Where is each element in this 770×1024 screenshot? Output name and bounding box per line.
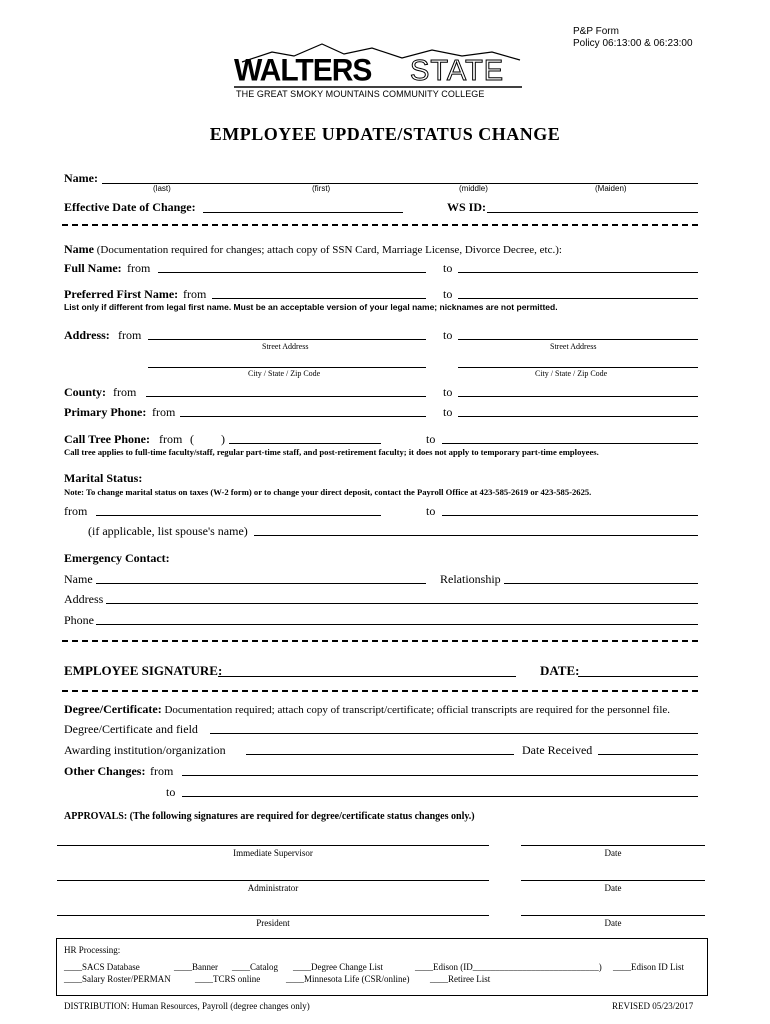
address-to-city-field[interactable]	[458, 354, 698, 368]
marital-status-label: Marital Status:	[64, 471, 143, 485]
county-from-field[interactable]	[146, 383, 426, 397]
address-from-city-field[interactable]	[148, 354, 426, 368]
hr-processing-heading: HR Processing:	[64, 945, 121, 955]
name-label: Name:	[64, 171, 98, 185]
full-name-label: Full Name:	[64, 261, 122, 275]
city-caption-to: City / State / Zip Code	[535, 369, 608, 378]
revised-date: REVISED 05/23/2017	[612, 1001, 694, 1011]
primary-phone-from: from	[152, 405, 176, 419]
wsid-field[interactable]	[487, 199, 698, 213]
full-name-to-field[interactable]	[458, 259, 698, 273]
form-code: P&P Form	[573, 26, 619, 37]
emergency-name-label: Name	[64, 572, 93, 586]
supervisor-date-caption: Date	[604, 848, 622, 858]
degree-heading	[64, 702, 670, 717]
address-to-street-field[interactable]	[458, 326, 698, 340]
address-to: to	[443, 328, 453, 342]
call-tree-label: Call Tree Phone:	[64, 432, 150, 446]
county-to: to	[443, 385, 453, 399]
relationship-label: Relationship	[440, 572, 501, 586]
preferred-name-note: List only if different from legal first name. Must be an acceptable version of your legal name; nicknames are not permitted.	[64, 302, 558, 312]
distribution-note: DISTRIBUTION: Human Resources, Payroll (degree changes only)	[64, 1001, 310, 1011]
call-tree-from-field[interactable]	[229, 430, 381, 444]
president-caption: President	[256, 918, 290, 928]
supervisor-signature-line[interactable]	[57, 845, 489, 846]
other-changes-from: from	[150, 764, 174, 778]
hr-processing-box	[56, 938, 708, 996]
marital-to: to	[426, 504, 436, 518]
emergency-name-field[interactable]	[96, 570, 426, 584]
street-caption-from: Street Address	[262, 342, 309, 351]
hr-item-retiree-list[interactable]: ____Retiree List	[430, 974, 491, 984]
preferred-name-label: Preferred First Name:	[64, 287, 179, 301]
degree-note: Documentation required; attach copy of transcript/certificate; official transcripts are required for the personnel file.	[164, 704, 671, 716]
employee-signature-field[interactable]	[218, 663, 516, 677]
president-date-line[interactable]	[521, 915, 705, 916]
county-from: from	[113, 385, 137, 399]
effective-date-field[interactable]	[203, 199, 403, 213]
approvals-heading: APPROVALS: (The following signatures are required for degree/certificate status changes only.)	[64, 811, 475, 822]
full-name-from-field[interactable]	[158, 259, 426, 273]
section-divider	[62, 640, 698, 642]
logo-tagline: THE GREAT SMOKY MOUNTAINS COMMUNITY COLLEGE	[236, 89, 485, 99]
administrator-date-caption: Date	[604, 883, 622, 893]
street-caption-to: Street Address	[550, 342, 597, 351]
primary-phone-label: Primary Phone:	[64, 405, 147, 419]
call-tree-to-field[interactable]	[442, 430, 698, 444]
institution-field[interactable]	[246, 741, 514, 755]
call-tree-to: to	[426, 432, 436, 446]
administrator-caption: Administrator	[247, 883, 299, 893]
other-changes-to: to	[166, 785, 176, 799]
hr-item-minnesota-life[interactable]: ____Minnesota Life (CSR/online)	[286, 974, 410, 984]
supervisor-date-line[interactable]	[521, 845, 705, 846]
wsid-label: WS ID:	[447, 200, 487, 214]
effective-date-label: Effective Date of Change:	[64, 200, 196, 214]
name-section-heading-bold: Name	[64, 242, 94, 256]
section-divider	[62, 224, 698, 226]
address-from-street-field[interactable]	[148, 326, 426, 340]
logo-walters: WALTERS	[234, 53, 372, 88]
policy-reference: Policy 06:13:00 & 06:23:00	[573, 38, 693, 49]
administrator-date-line[interactable]	[521, 880, 705, 881]
emergency-phone-label: Phone	[64, 613, 94, 627]
hr-item-tcrs[interactable]: ____TCRS online	[195, 974, 261, 984]
name-middle-caption: (middle)	[459, 184, 488, 193]
date-received-field[interactable]	[598, 741, 698, 755]
president-date-caption: Date	[604, 918, 622, 928]
spouse-label: (if applicable, list spouse's name)	[88, 524, 248, 538]
degree-label: Degree/Certificate:	[64, 702, 162, 716]
full-name-to: to	[443, 261, 453, 275]
signature-date-label: DATE:	[540, 663, 580, 678]
hr-item-degree-change-list[interactable]: ____Degree Change List	[293, 962, 383, 972]
county-label: County:	[64, 385, 107, 399]
marital-to-field[interactable]	[442, 502, 698, 516]
administrator-signature-line[interactable]	[57, 880, 489, 881]
relationship-field[interactable]	[504, 570, 698, 584]
institution-label: Awarding institution/organization	[64, 743, 226, 757]
emergency-address-field[interactable]	[106, 590, 698, 604]
preferred-name-to: to	[443, 287, 453, 301]
page-title: EMPLOYEE UPDATE/STATUS CHANGE	[209, 124, 561, 144]
supervisor-caption: Immediate Supervisor	[233, 848, 313, 858]
county-to-field[interactable]	[458, 383, 698, 397]
city-caption-from: City / State / Zip Code	[248, 369, 321, 378]
hr-item-edison-id[interactable]: ____Edison (ID____________________________)	[415, 962, 602, 972]
other-changes-label: Other Changes:	[64, 764, 146, 778]
other-changes-to-field[interactable]	[182, 783, 698, 797]
primary-phone-from-field[interactable]	[180, 403, 426, 417]
preferred-name-from-field[interactable]	[212, 285, 426, 299]
signature-date-field[interactable]	[578, 663, 698, 677]
marital-note: Note: To change marital status on taxes (W-2 form) or to change your direct deposit, contact the Payroll Office at 423-585-2619 or 423-585-2625.	[64, 487, 592, 497]
marital-from: from	[64, 504, 88, 518]
employee-signature-label: EMPLOYEE SIGNATURE:	[64, 663, 223, 678]
section-divider	[62, 690, 698, 692]
hr-item-salary-roster[interactable]: ____Salary Roster/PERMAN	[64, 974, 171, 984]
call-tree-from: from	[159, 432, 183, 446]
hr-item-edison-id-list[interactable]: ____Edison ID List	[613, 962, 684, 972]
president-signature-line[interactable]	[57, 915, 489, 916]
preferred-name-from: from	[183, 287, 207, 301]
spouse-name-field[interactable]	[254, 522, 698, 536]
logo-state: STATE	[410, 55, 505, 87]
call-tree-area-code: ( )	[190, 432, 225, 446]
address-label: Address:	[64, 328, 110, 342]
hr-item-catalog[interactable]: ____Catalog	[232, 962, 278, 972]
degree-field-input[interactable]	[210, 720, 698, 734]
other-changes-from-field[interactable]	[182, 762, 698, 776]
name-field[interactable]	[102, 170, 698, 184]
primary-phone-to-field[interactable]	[458, 403, 698, 417]
call-tree-note: Call tree applies to full-time faculty/staff, regular part-time staff, and post-retirement faculty; it does not apply to temporary part-time employees.	[64, 447, 599, 457]
walters-state-logo	[232, 40, 524, 102]
date-received-label: Date Received	[522, 743, 593, 757]
primary-phone-to: to	[443, 405, 453, 419]
degree-field-label: Degree/Certificate and field	[64, 722, 198, 736]
hr-item-sacs[interactable]: ____SACS Database	[64, 962, 140, 972]
full-name-from: from	[127, 261, 151, 275]
emergency-contact-label: Emergency Contact:	[64, 551, 170, 565]
emergency-phone-field[interactable]	[96, 611, 698, 625]
emergency-address-label: Address	[64, 592, 104, 606]
marital-from-field[interactable]	[96, 502, 381, 516]
name-first-caption: (first)	[312, 184, 331, 193]
name-maiden-caption: (Maiden)	[595, 184, 627, 193]
name-section-heading-note: (Documentation required for changes; attach copy of SSN Card, Marriage License, Divorce Decree, etc.):	[96, 244, 562, 256]
address-from: from	[118, 328, 142, 342]
hr-item-banner[interactable]: ____Banner	[174, 962, 218, 972]
name-last-caption: (last)	[153, 184, 171, 193]
name-section-heading	[64, 242, 562, 257]
preferred-name-to-field[interactable]	[458, 285, 698, 299]
